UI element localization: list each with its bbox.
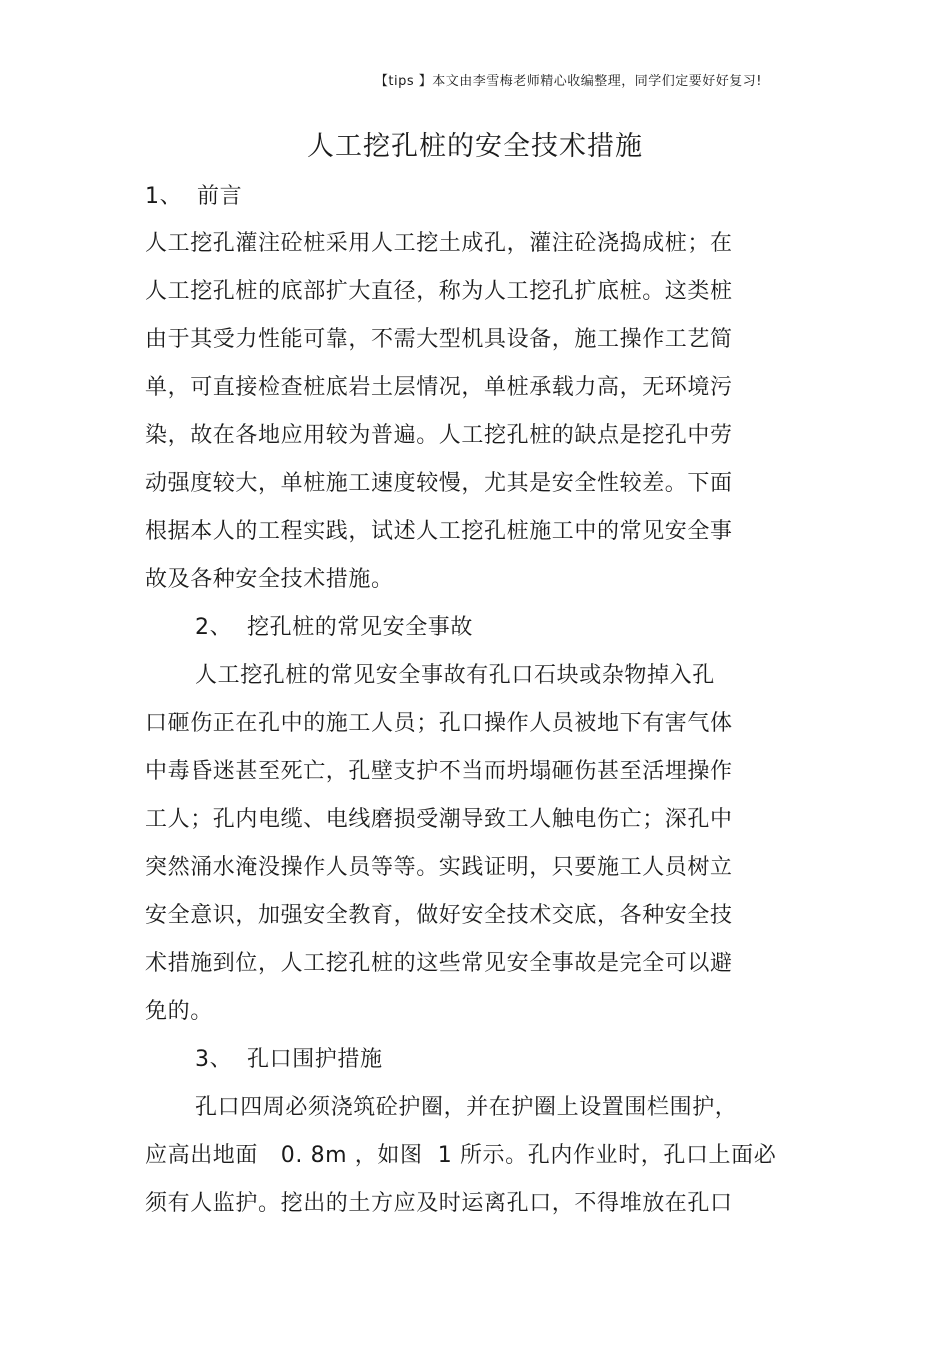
section-title: 前言 bbox=[197, 184, 243, 209]
paragraph-line: 须有人监护。挖出的土方应及时运离孔口，不得堆放在孔口 bbox=[145, 1191, 733, 1216]
paragraph-line: 中毒昏迷甚至死亡，孔壁支护不当而坍塌砸伤甚至活埋操作 bbox=[145, 759, 733, 784]
section-number: 3、 bbox=[195, 1047, 233, 1072]
paragraph-line: 单，可直接检查桩底岩土层情况，单桩承载力高，无环境污 bbox=[145, 375, 733, 400]
paragraph-line: 人工挖孔桩的常见安全事故有孔口石块或杂物掉入孔 bbox=[195, 663, 715, 688]
paragraph-line: 工人；孔内电缆、电线磨损受潮导致工人触电伤亡；深孔中 bbox=[145, 807, 733, 832]
paragraph-line: 突然涌水淹没操作人员等等。实践证明，只要施工人员树立 bbox=[145, 855, 733, 880]
document-title: 人工挖孔桩的安全技术措施 bbox=[307, 131, 643, 162]
paragraph-line: 动强度较大，单桩施工速度较慢，尤其是安全性较差。下面 bbox=[145, 471, 733, 496]
section-title: 挖孔桩的常见安全事故 bbox=[247, 615, 474, 640]
section-heading bbox=[195, 613, 473, 643]
paragraph-line: 安全意识，加强安全教育，做好安全技术交底，各种安全技 bbox=[145, 903, 733, 928]
paragraph-line: 术措施到位，人工挖孔桩的这些常见安全事故是完全可以避 bbox=[145, 951, 733, 976]
section-number: 1、 bbox=[145, 184, 183, 209]
paragraph-line: 口砸伤正在孔中的施工人员；孔口操作人员被地下有害气体 bbox=[145, 711, 733, 736]
paragraph-line: 人工挖孔桩的底部扩大直径，称为人工挖孔扩底桩。这类桩 bbox=[145, 279, 733, 304]
paragraph-line: 染，故在各地应用较为普遍。人工挖孔桩的缺点是挖孔中劳 bbox=[145, 423, 733, 448]
paragraph-line: 根据本人的工程实践，试述人工挖孔桩施工中的常见安全事 bbox=[145, 519, 733, 544]
paragraph-line: 孔口四周必须浇筑砼护圈，并在护圈上设置围栏围护， bbox=[195, 1095, 738, 1120]
section-heading bbox=[195, 1045, 383, 1075]
paragraph-line: 由于其受力性能可靠，不需大型机具设备，施工操作工艺简 bbox=[145, 327, 733, 352]
paragraph-line: 人工挖孔灌注砼桩采用人工挖土成孔，灌注砼浇捣成桩；在 bbox=[145, 231, 733, 256]
paragraph-line: 应高出地面 0. 8m ，如图 1 所示。孔内作业时，孔口上面必 bbox=[145, 1143, 777, 1168]
section-heading bbox=[145, 182, 242, 212]
section-number: 2、 bbox=[195, 615, 233, 640]
header-tips: 【tips 】本文由李雪梅老师精心收编整理，同学们定要好好复习! bbox=[374, 74, 762, 89]
paragraph-line: 免的。 bbox=[145, 999, 213, 1024]
paragraph-line: 故及各种安全技术措施。 bbox=[145, 567, 394, 592]
section-title: 孔口围护措施 bbox=[247, 1047, 383, 1072]
